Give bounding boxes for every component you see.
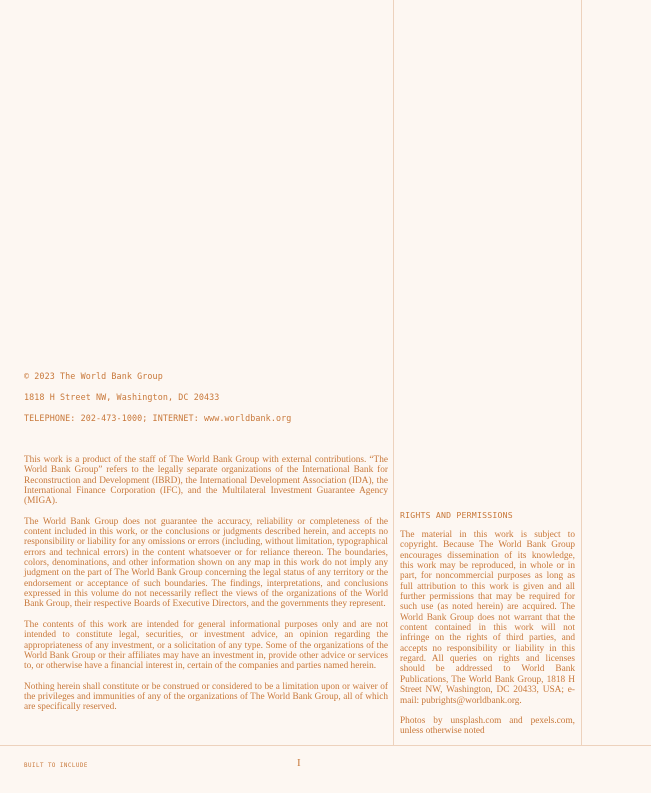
page-number: I (297, 757, 301, 769)
rights-section (400, 530, 575, 747)
disclaimer-paragraph-3: The contents of this work are intended for general informational purposes only and are not intended to constitute legal, securities, or investment advice, an opinion regarding the appropriateness of any investment, or a solicitation of any type. Some of the organizations of the World Bank Group or their affiliates may have an investment in, provide other advice or services to, or otherwise have a financial interest in, certain of the companies and parties named herein. (24, 619, 388, 672)
copyright-line: © 2023 The World Bank Group (24, 371, 163, 381)
rights-paragraph: The material in this work is subject to copyright. Because The World Bank Group encourages dissemination of its knowledge, this work may be reproduced, in whole or in part, for noncommercial purposes as long as full attribution to this work is given and all further permissions that may be required for such use (as noted herein) are acquired. The World Bank Group does not warrant that the content contained in this work will not infringe on the rights of third parties, and accepts no responsibility or liability in this regard. All queries on rights and licenses should be addressed to World Bank Publications, The World Bank Group, 1818 H Street NW, Washington, DC 20433, USA; e-mail: pubrights@worldbank.org. (400, 530, 575, 706)
photo-credits: Photos by unsplash.com and pexels.com, unless otherwise noted (400, 715, 575, 737)
rights-heading: RIGHTS AND PERMISSIONS (400, 510, 513, 520)
disclaimer-section (24, 455, 388, 723)
footer-brand-text: BUILT TO INCLUDE (24, 763, 88, 769)
column-divider-right (581, 0, 582, 745)
telephone-internet-line: TELEPHONE: 202-473-1000; INTERNET: www.worldbank.org (24, 413, 292, 423)
address-line: 1818 H Street NW, Washington, DC 20433 (24, 392, 220, 402)
disclaimer-paragraph-1: This work is a product of the staff of The World Bank Group with external contributions. “The World Bank Group” refers to the legally separate organizations of the International Bank for Reconstruction and Development (IBRD), the International Development Association (IDA), the International Finance Corporation (IFC), and the Multilateral Investment Guarantee Agency (MIGA). (24, 455, 388, 507)
disclaimer-paragraph-4: Nothing herein shall constitute or be construed or considered to be a limitation upon or waiver of the privileges and immunities of any of the organizations of The World Bank Group, all of which are specifically reserved. (24, 681, 388, 713)
disclaimer-paragraph-2: The World Bank Group does not guarantee the accuracy, reliability or completeness of the content included in this work, or the conclusions or judgments described herein, and accepts no responsibility or liability for any omissions or errors (including, without limitation, typographical errors and technical errors) in the content whatsoever or for reliance thereon. The boundaries, colors, denominations, and other information shown on any map in this work do not imply any judgment on the part of The World Bank Group concerning the legal status of any territory or the endorsement or acceptance of such boundaries. The findings, interpretations, and conclusions expressed in this volume do not necessarily reflect the views of the organizations of the World Bank Group, their respective Boards of Executive Directors, and the governments they represent. (24, 516, 388, 610)
column-divider-left (393, 0, 394, 745)
